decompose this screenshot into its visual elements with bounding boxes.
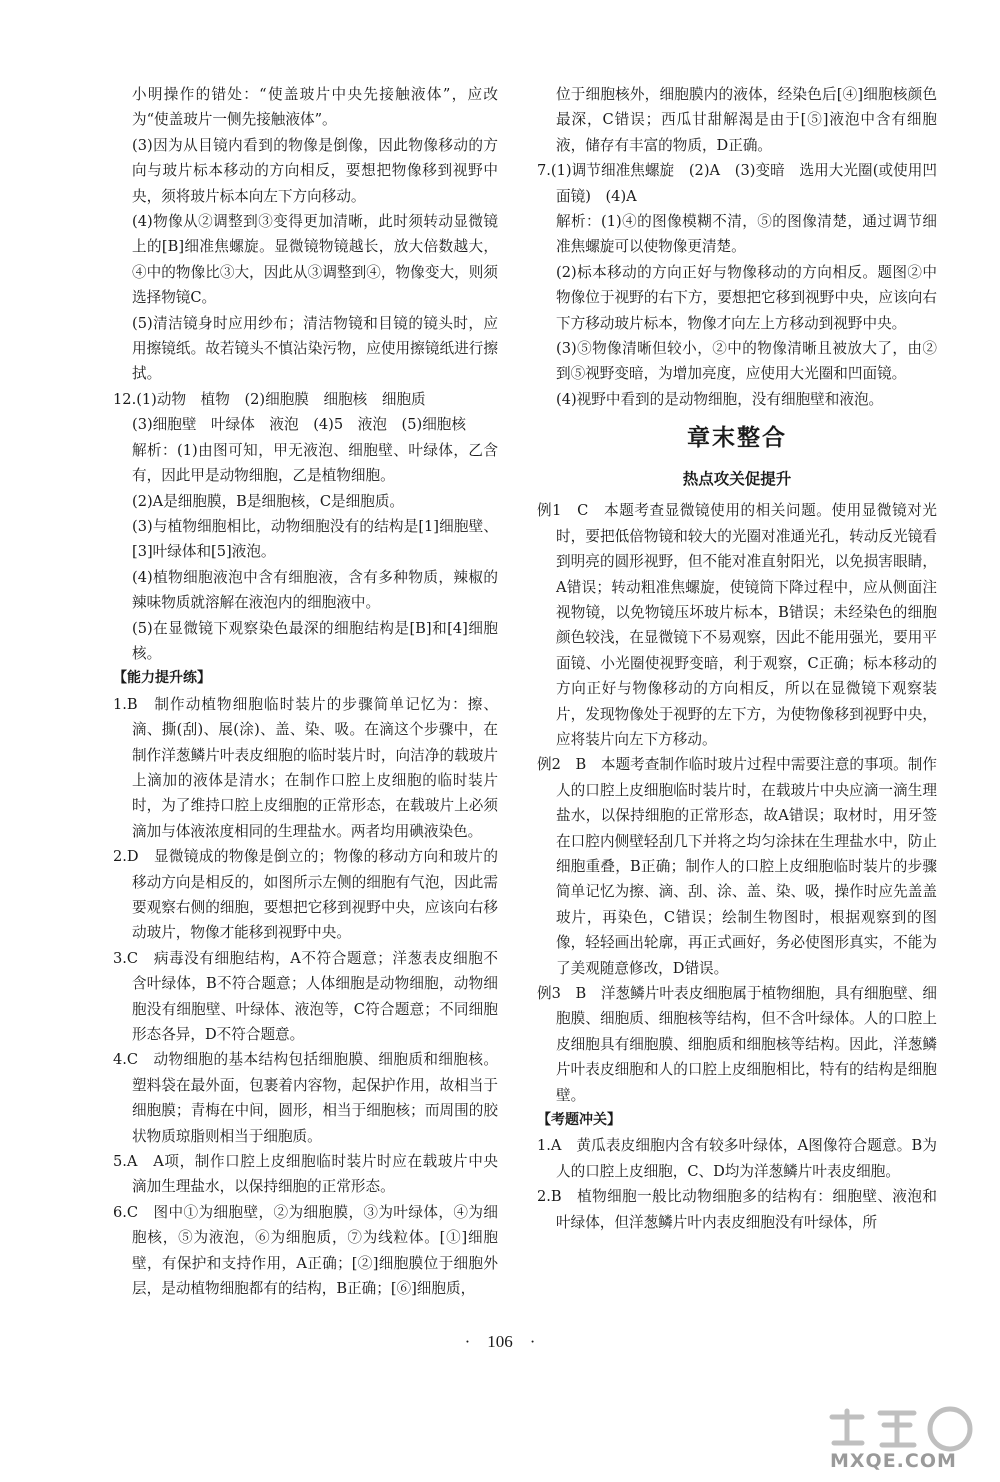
explanation-paragraph: 解析：(1)④的图像模糊不清，⑤的图像清楚，通过调节细准焦螺旋可以使物像更清楚。: [556, 213, 937, 256]
explanation-paragraph: (2)标本移动的方向正好与物像移动的方向相反。题图②中物像位于视野的右下方，要想把它移到视野中央，应该向右下方移动玻片标本，物像才向左上方移动到视野中央。: [556, 263, 937, 332]
example-item: 例3 B 洋葱鳞片叶表皮细胞属于植物细胞，具有细胞壁、细胞膜、细胞质、细胞核等结构，但不含叶绿体。人的口腔上皮细胞具有细胞膜、细胞质和细胞核等结构。因此，洋葱鳞片叶表皮细胞和人的口腔上皮细胞相比，特有的结构是细胞壁。: [537, 985, 937, 1104]
page-number: · 106 ·: [464, 1332, 536, 1351]
left-column: [113, 82, 498, 1302]
watermark-url: MXQE.COM: [830, 1450, 957, 1472]
explanation-paragraph: (4)视野中看到的是动物细胞，没有细胞壁和液泡。: [556, 390, 884, 408]
answer-item: 2.D 显微镜成的物像是倒立的；物像的移动方向和玻片的移动方向是相反的，如图所示左侧的细胞有气泡，因此需要观察右侧的细胞，要想把它移到视野中央，应该向右移动玻片，物像才能移到视野中央。: [113, 848, 498, 942]
answer-paragraph: (3)因为从目镜内看到的物像是倒像，因此物像移动的方向与玻片标本移动的方向相反，要想把物像移到视野中央，须将玻片标本向左下方向移动。: [132, 136, 498, 205]
answer-item: 3.C 病毒没有细胞结构，A不符合题意；洋葱表皮细胞不含叶绿体，B不符合题意；人体细胞是动物细胞，动物细胞没有细胞壁、叶绿体、液泡等，C符合题意；不同细胞形态各异，D不符合题意。: [113, 949, 498, 1044]
answer-paragraph: (4)物像从②调整到③变得更加清晰，此时须转动显微镜上的[B]细准焦螺旋。显微镜物镜越长，放大倍数越大，④中的物像比③大，因此从③调整到④，物像变大，则须选择物镜C。: [132, 213, 498, 307]
answer-item: 5.A A项，制作口腔上皮细胞临时装片时应在载玻片中央滴加生理盐水，以保持细胞的正常形态。: [113, 1153, 498, 1196]
answer-item: 4.C 动物细胞的基本结构包括细胞膜、细胞质和细胞核。塑料袋在最外面，包裹着内容物，起保护作用，故相当于细胞膜；青梅在中间，圆形，相当于细胞核；而周围的胶状物质琼脂则相当于细胞质。: [113, 1051, 498, 1145]
answer-item: 1.A 黄瓜表皮细胞内含有较多叶绿体，A图像符合题意。B为人的口腔上皮细胞，C、D均为洋葱鳞片叶表皮细胞。: [537, 1137, 937, 1180]
answer-item-7: 7.(1)调节细准焦螺旋 (2)A (3)变暗 选用大光圈(或使用凹面镜) (4)A: [537, 162, 937, 205]
example-item: 例2 B 本题考查制作临时玻片过程中需要注意的事项。制作人的口腔上皮细胞临时装片时，在载玻片中央应滴一滴生理盐水，以保持细胞的正常形态，故A错误；取材时，用牙签在口腔内侧壁轻刮几下并将之均匀涂抹在生理盐水中，防止细胞重叠，B正确；制作人的口腔上皮细胞临时装片的步骤简单记忆为擦、滴、刮、涂、盖、染、吸，操作时应先盖盖玻片，再染色，C错误；绘制生物图时，根据观察到的图像，轻轻画出轮廓，再正式画好，务必使图形真实，不能为了美观随意修改，D错误。: [537, 756, 937, 977]
explanation-paragraph: (5)在显微镜下观察染色最深的细胞结构是[B]和[4]细胞核。: [132, 619, 498, 662]
answer-item-12: 12.(1)动物 植物 (2)细胞膜 细胞核 细胞质: [113, 390, 426, 408]
answer-paragraph: 小明操作的错处：“使盖玻片中央先接触液体”，应改为“使盖玻片一侧先接触液体”。: [132, 86, 498, 129]
explanation-paragraph: (3)⑤物像清晰但较小，②中的物像清晰且被放大了，由②到⑤视野变暗，为增加亮度，应使用大光圈和凹面镜。: [556, 340, 937, 383]
answer-item: 6.C 图中①为细胞壁，②为细胞膜，③为叶绿体，④为细胞核，⑤为液泡，⑥为细胞质，⑦为线粒体。[①]细胞壁，有保护和支持作用，A正确；[②]细胞膜位于细胞外层，是动植物细胞都有的结构，B正确；[⑥]细胞质，: [113, 1203, 498, 1298]
ability-section-heading: 【能力提升练】: [113, 670, 211, 687]
answer-item: 2.B 植物细胞一般比动物细胞多的结构有：细胞壁、液泡和叶绿体，但洋葱鳞片叶内表皮细胞没有叶绿体，所: [537, 1188, 937, 1231]
explanation-paragraph: (4)植物细胞液泡中含有细胞液，含有多种物质，辣椒的辣味物质就溶解在液泡内的细胞液中。: [132, 568, 498, 612]
answer-item-12-cont: (3)细胞壁 叶绿体 液泡 (4)5 液泡 (5)细胞核: [132, 416, 466, 434]
explanation-paragraph: 解析：(1)由图可知，甲无液泡、细胞壁、叶绿体，乙含有，因此甲是动物细胞，乙是植物细胞。: [132, 441, 498, 485]
section-title: 章末整合: [687, 425, 787, 452]
answer-paragraph: (5)清洁镜身时应用纱布；清洁物镜和目镜的镜头时，应用擦镜纸。故若镜头不慎沾染污物，应使用擦镜纸进行擦拭。: [132, 314, 498, 383]
exam-section-heading: 【考题冲关】: [537, 1112, 621, 1129]
explanation-paragraph: (3)与植物细胞相比，动物细胞没有的结构是[1]细胞壁、[3]叶绿体和[5]液泡。: [132, 517, 498, 561]
right-column: [537, 82, 937, 1235]
example-item: 例1 C 本题考查显微镜使用的相关问题。使用显微镜对光时，要把低倍物镜和较大的光圈对准通光孔，转动反光镜看到明亮的圆形视野，但不能对准直射阳光，以免损害眼睛，A错误；转动粗准焦螺旋，使镜筒下降过程中，应从侧面注视物镜，以免物镜压坏玻片标本，B错误；未经染色的细胞颜色较浅，在显微镜下不易观察，因此不能用强光，要用平面镜、小光圈使视野变暗，利于观察，C正确；标本移动的方向正好与物像移动的方向相反，所以在显微镜下观察装片，发现物像处于视野的左下方，为使物像移到视野中央，应将装片向左下方移动。: [537, 502, 937, 748]
answer-item: 1.B 制作动植物细胞临时装片的步骤简单记忆为：擦、滴、撕(刮)、展(涂)、盖、染、吸。在滴这个步骤中，在制作洋葱鳞片叶表皮细胞的临时装片时，向洁净的载玻片上滴加的液体是清水；在制作口腔上皮细胞的临时装片时，为了维持口腔上皮细胞的正常形态，在载玻片上必须滴加与体液浓度相同的生理盐水。两者均用碘液染色。: [113, 695, 498, 840]
answer-paragraph: 位于细胞核外，细胞膜内的液体，经染色后[④]细胞核颜色最深，C错误；西瓜甘甜解渴是由于[⑤]液泡中含有细胞液，储存有丰富的物质，D正确。: [556, 86, 937, 154]
explanation-paragraph: (2)A是细胞膜，B是细胞核，C是细胞质。: [132, 492, 405, 510]
section-subtitle: 热点攻关促提升: [682, 470, 792, 489]
